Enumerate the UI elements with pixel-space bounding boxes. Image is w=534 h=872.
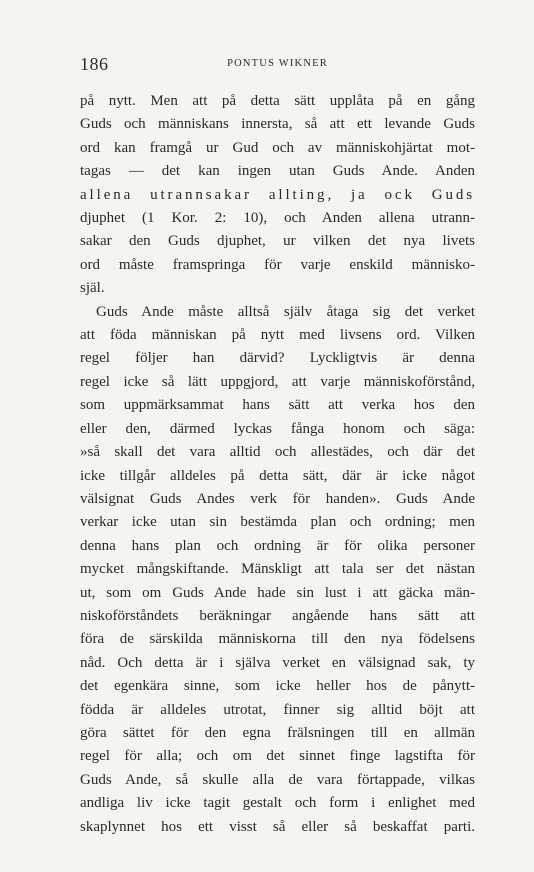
text-line: att föda människan på nytt med livsens ord. Vilken <box>80 327 475 344</box>
text-line: på nytt. Men att på detta sätt upplåta på en gång <box>80 93 475 109</box>
body-text <box>80 90 475 839</box>
text-line: regel icke så lätt uppgjord, att varje människoförstånd, <box>80 373 475 390</box>
text-line: verkar icke utan sin bestämda plan och ordning; men <box>80 514 475 531</box>
text-line: välsignat Guds Andes verk för handen». Guds Ande <box>80 490 475 507</box>
text-line: niskoförståndets beräkningar angående hans sätt att <box>80 607 475 624</box>
text-line: föra de särskilda människorna till den nya födelsens <box>80 631 475 648</box>
text-line: som uppmärksammat hans sätt att verka hos den <box>80 397 475 414</box>
text-line: »så skall det vara alltid och allestädes, och där det <box>80 444 475 461</box>
text-line: själ. <box>80 280 105 297</box>
text-line: regel för alla; och om det sinnet finge lagstifta för <box>80 748 475 765</box>
text-line: Guds Ande, så skulle alla de vara förtappade, vilkas <box>80 771 475 788</box>
text-line: djuphet (1 Kor. 2: 10), och Anden allena utrann- <box>80 210 475 227</box>
text-line: det egenkära sinne, som icke heller hos de pånytt- <box>80 678 475 695</box>
text-line: icke tillgår alldeles på detta sätt, där är icke något <box>80 467 475 484</box>
text-line: födda är alldeles utrotat, finner sig alltid böjt att <box>80 701 475 718</box>
text-line: Guds och människans innersta, så att ett levande Guds <box>80 116 475 133</box>
running-head: PONTUS WIKNER <box>227 58 328 69</box>
text-line: ut, som om Guds Ande hade sin lust i att gäcka män- <box>80 584 475 601</box>
text-line: mycket mångskiftande. Mänskligt att tala ser det nästan <box>80 561 475 578</box>
page-number: 186 <box>80 54 109 74</box>
text-line: allena utrannsakar allting, ja ock Guds <box>80 186 475 203</box>
text-line: skaplynnet hos ett visst så eller så beskaffat parti. <box>80 818 475 835</box>
text-line: sakar den Guds djuphet, ur vilken det nya livets <box>80 233 475 250</box>
text-line: ord kan framgå ur Gud och av människohjärtat mot- <box>80 139 475 156</box>
text-line: denna hans plan och ordning är för olika personer <box>80 537 475 554</box>
page-header <box>80 54 475 78</box>
text-line: Guds Ande måste alltså själv åtaga sig det verket <box>96 303 475 320</box>
text-line: andliga liv icke tagit gestalt och form i enlighet med <box>80 795 475 812</box>
text-line: ord måste framspringa för varje enskild människo- <box>80 256 475 273</box>
text-line: göra sättet för den egna frälsningen till en allmän <box>80 724 475 741</box>
text-line: nåd. Och detta är i själva verket en välsignad sak, ty <box>80 654 475 671</box>
text-line: regel följer han därvid? Lyckligtvis är denna <box>80 350 475 367</box>
text-line: eller den, därmed lyckas fånga honom och säga: <box>80 420 475 437</box>
text-line: tagas — det kan ingen utan Guds Ande. Anden <box>80 163 475 180</box>
